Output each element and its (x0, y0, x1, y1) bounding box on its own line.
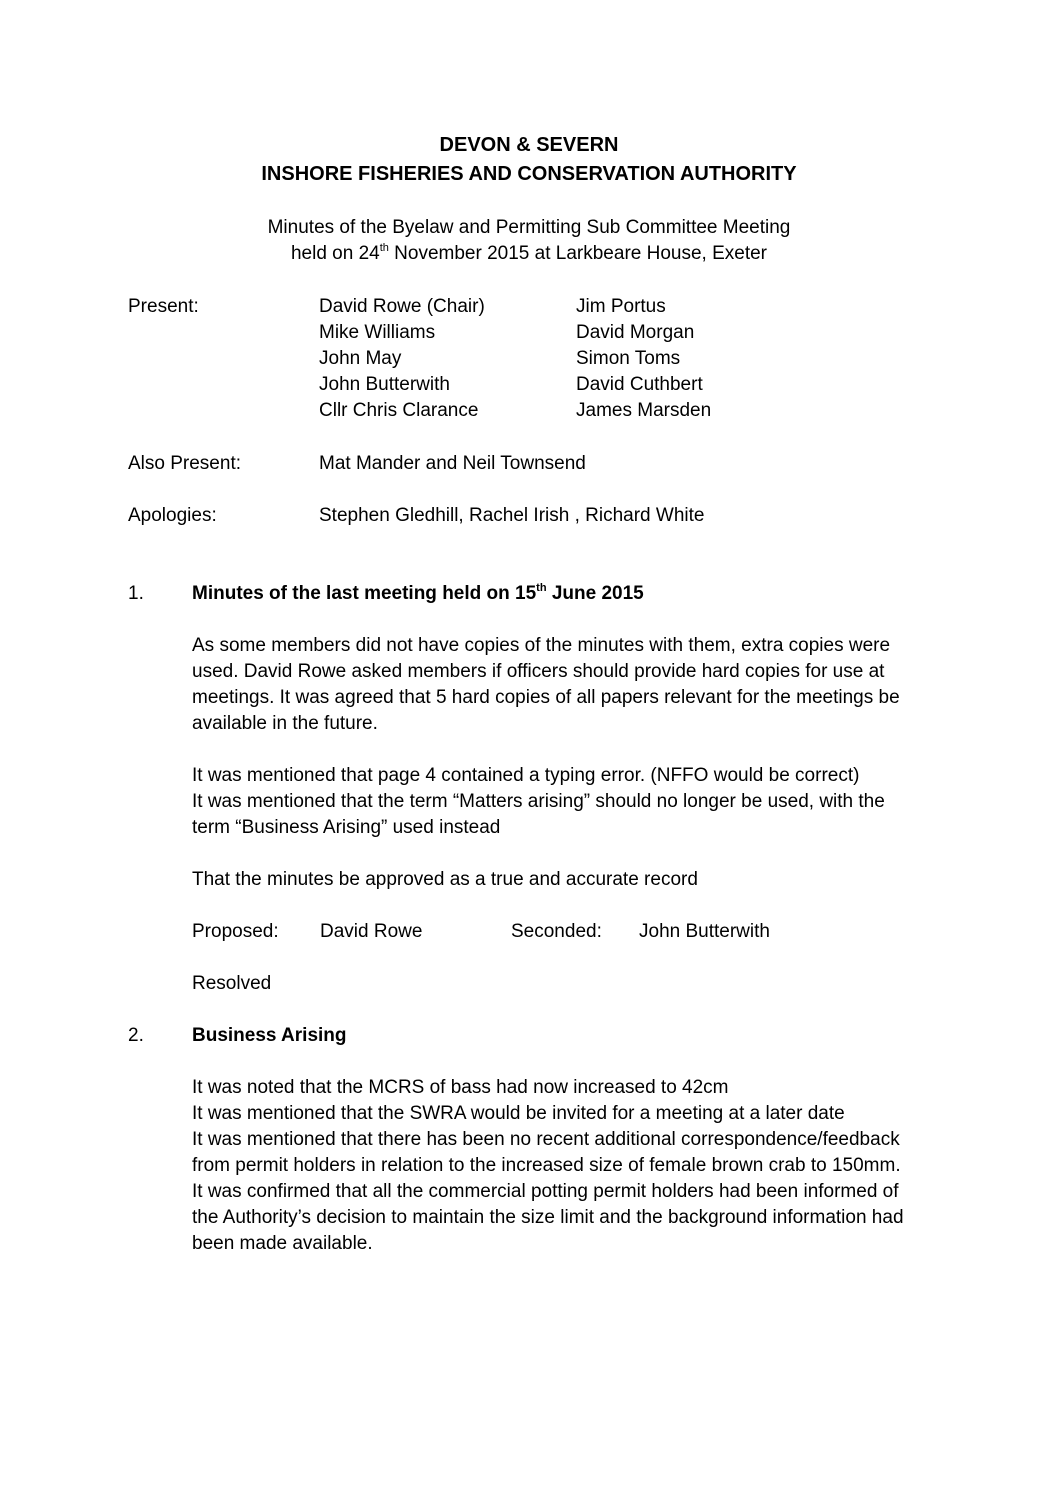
item-number: 2. (128, 1025, 144, 1046)
paragraph-line: It was noted that the MCRS of bass had now increased to 42cm (192, 1077, 729, 1098)
paragraph-line: from permit holders in relation to the increased size of female brown crab to 150mm. (192, 1155, 901, 1176)
paragraph-line: It was mentioned that page 4 contained a typing error. (NFFO would be correct) (192, 765, 860, 786)
item-number: 1. (128, 583, 144, 604)
subtitle-date-sup: th (379, 241, 389, 254)
present-name: Cllr Chris Clarance (319, 400, 479, 421)
item-heading-sup: th (536, 581, 547, 594)
also-present-value: Mat Mander and Neil Townsend (319, 453, 586, 474)
item-heading: Business Arising (192, 1025, 347, 1046)
present-name: David Rowe (Chair) (319, 296, 485, 317)
proposed-value: David Rowe (320, 921, 423, 942)
present-name: Simon Toms (576, 348, 681, 369)
also-present-label: Also Present: (128, 453, 241, 474)
seconded-label: Seconded: (511, 921, 602, 942)
seconded-value: John Butterwith (639, 921, 770, 942)
present-name: Jim Portus (576, 296, 666, 317)
present-label: Present: (128, 296, 199, 317)
title-line-1: DEVON & SEVERN (439, 134, 619, 156)
paragraph-line: It was mentioned that the term “Matters arising” should no longer be used, with the (192, 791, 885, 812)
subtitle-line-1: Minutes of the Byelaw and Permitting Sub Committee Meeting (267, 217, 791, 238)
apologies-value: Stephen Gledhill, Rachel Irish , Richard White (319, 505, 705, 526)
present-name: Mike Williams (319, 322, 436, 343)
item-heading-post: June 2015 (546, 583, 644, 604)
paragraph-line: used. David Rowe asked members if officers should provide hard copies for use at (192, 661, 885, 682)
paragraph-line: term “Business Arising” used instead (192, 817, 501, 838)
present-name: David Cuthbert (576, 374, 703, 395)
paragraph-line: been made available. (192, 1233, 373, 1254)
present-name: David Morgan (576, 322, 695, 343)
present-name: John Butterwith (319, 374, 450, 395)
subtitle-date-pre: held on 24 (290, 243, 380, 264)
paragraph-line: It was confirmed that all the commercial potting permit holders had been informed of (192, 1181, 899, 1202)
present-name: James Marsden (576, 400, 712, 421)
item-heading-pre: Minutes of the last meeting held on 15 (192, 583, 537, 604)
resolved-text: Resolved (192, 973, 272, 994)
present-name: John May (319, 348, 402, 369)
subtitle-date-post: November 2015 at Larkbeare House, Exeter (388, 243, 768, 264)
apologies-label: Apologies: (128, 505, 217, 526)
paragraph-line: available in the future. (192, 713, 378, 734)
paragraph-line: It was mentioned that there has been no recent additional correspondence/feedback (192, 1129, 900, 1150)
subtitle-line-2 (0, 243, 1058, 265)
paragraph-line: the Authority’s decision to maintain the size limit and the background information had (192, 1207, 904, 1228)
paragraph-line: It was mentioned that the SWRA would be invited for a meeting at a later date (192, 1103, 845, 1124)
paragraph-line: meetings. It was agreed that 5 hard copies of all papers relevant for the meetings be (192, 687, 900, 708)
paragraph-line: That the minutes be approved as a true and accurate record (192, 869, 698, 890)
item-heading (192, 583, 644, 605)
proposed-label: Proposed: (192, 921, 279, 942)
title-line-2: INSHORE FISHERIES AND CONSERVATION AUTHORITY (261, 163, 797, 185)
paragraph-line: As some members did not have copies of the minutes with them, extra copies were (192, 635, 891, 656)
